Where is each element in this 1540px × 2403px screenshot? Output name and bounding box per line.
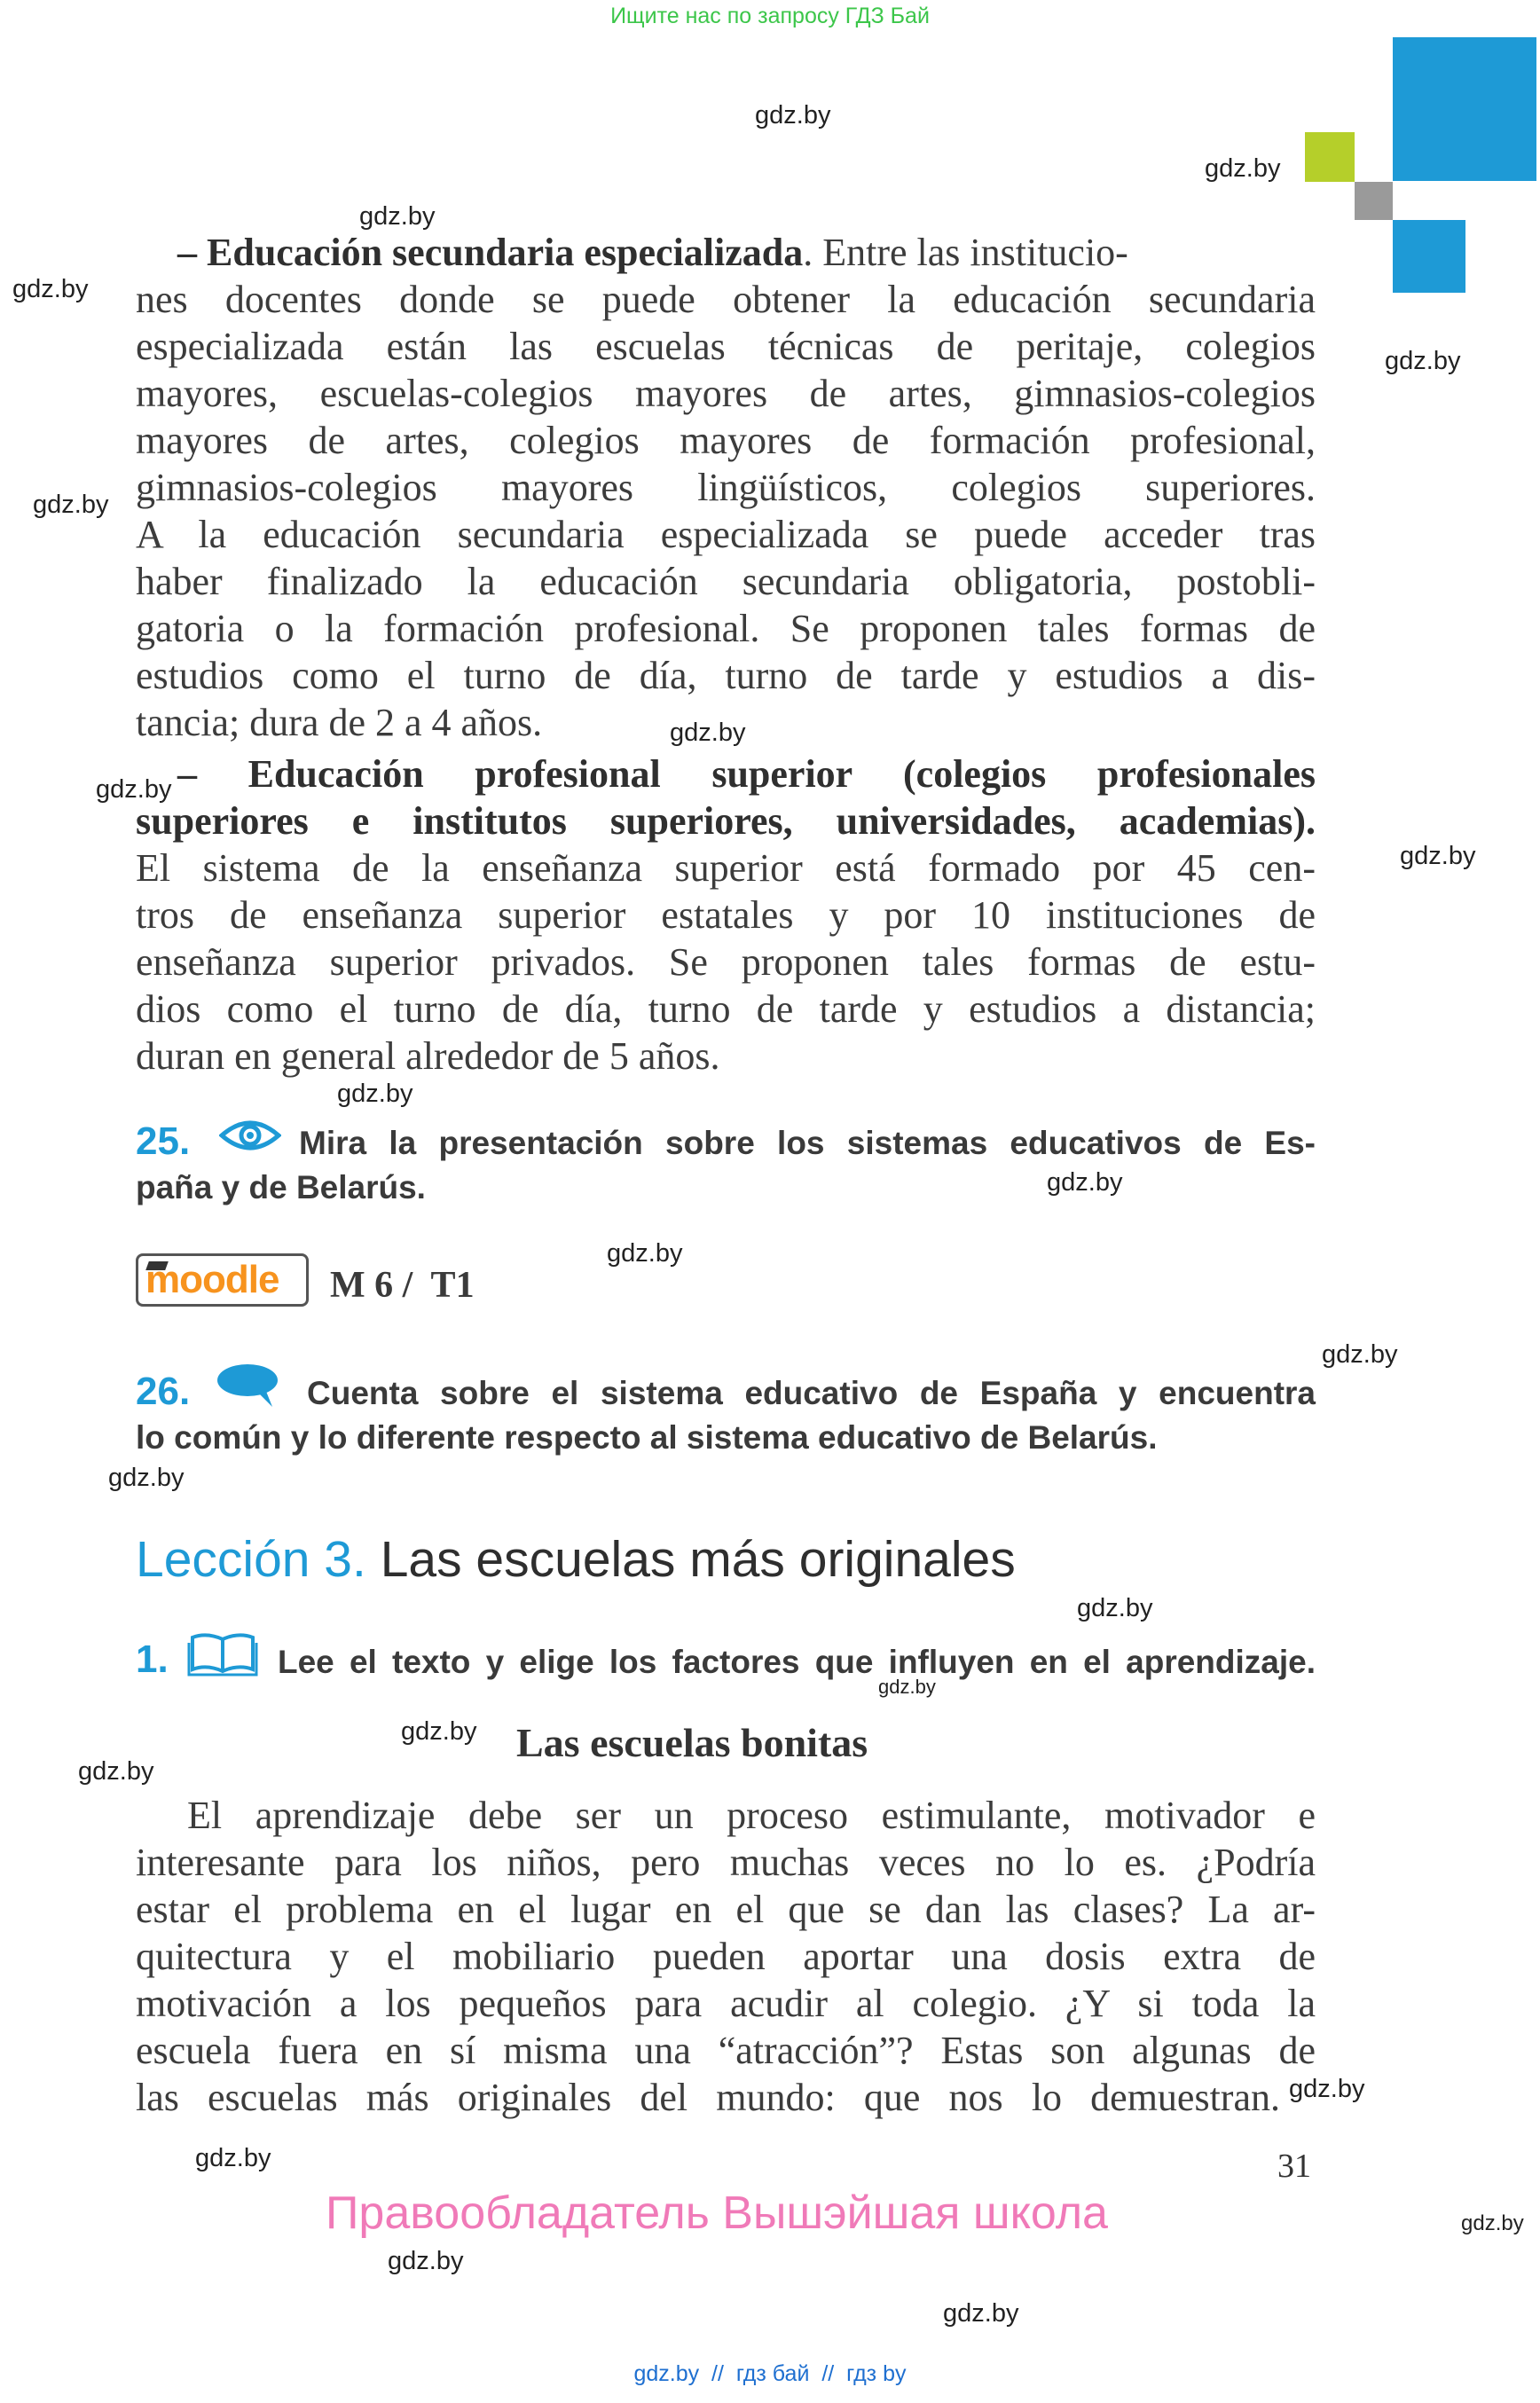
paragraph-line: gatoria o la formación profesional. Se proponen tales formas de — [136, 607, 1316, 650]
paragraph-line: nes docentes donde se puede obtener la educación secundaria — [136, 278, 1316, 321]
watermark: gdz.by — [1077, 1594, 1153, 1622]
lesson-heading — [136, 1530, 1016, 1589]
watermark: gdz.by — [96, 775, 172, 804]
watermark: gdz.by — [878, 1676, 936, 1698]
watermark: gdz.by — [1047, 1168, 1123, 1197]
moodle-code: M 6 / T1 — [330, 1265, 475, 1306]
paragraph-line: enseñanza superior privados. Se proponen tales formas de estu- — [136, 940, 1316, 984]
book-icon — [187, 1630, 258, 1677]
paragraph-line: duran en general alrededor de 5 años. — [136, 1034, 720, 1078]
paragraph-line: motivación a los pequeños para acudir al colegio. ¿Y si toda la — [136, 1982, 1316, 2025]
paragraph-line — [136, 229, 1316, 276]
paragraph-line: gimnasios-colegios mayores lingüísticos, colegios superiores. — [136, 466, 1316, 509]
speech-bubble-icon — [216, 1362, 282, 1409]
paragraph-line: tros de enseñanza superior estatales y por 10 instituciones de — [136, 893, 1316, 937]
lesson-title: Las escuelas más originales — [380, 1531, 1016, 1588]
watermark: gdz.by — [943, 2299, 1019, 2328]
exercise-number: 1. — [136, 1637, 169, 1681]
paragraph-line: mayores de artes, colegios mayores de formación profesional, — [136, 419, 1316, 462]
paragraph-line: especializada están las escuelas técnicas de peritaje, colegios — [136, 325, 1316, 368]
paragraph-line: estar el problema en el lugar en el que se dan las clases? La ar- — [136, 1888, 1316, 1931]
paragraph-line: El sistema de la enseñanza superior está formado por 45 cen- — [136, 846, 1316, 890]
exercise-instruction: Cuenta sobre el sistema educativo de España y encuentra — [307, 1375, 1316, 1411]
eye-icon — [219, 1116, 281, 1155]
paragraph-line: quitectura y el mobiliario pueden aportar una dosis extra de — [136, 1935, 1316, 1978]
watermark: gdz.by — [1322, 1340, 1398, 1369]
watermark: gdz.by — [337, 1080, 413, 1108]
watermark: gdz.by — [755, 101, 831, 130]
paragraph-line: interesante para los niños, pero muchas veces no lo es. ¿Podría — [136, 1841, 1316, 1884]
paragraph-line: escuela fuera en sí misma una “atracción”? Estas son algunas de — [136, 2029, 1316, 2072]
watermark: gdz.by — [1400, 842, 1476, 870]
exercise-instruction: lo común y lo diferente respecto al sistema educativo de Belarús. — [136, 1419, 1158, 1456]
watermark: gdz.by — [33, 491, 109, 519]
deco-square-blue-small — [1393, 220, 1465, 293]
moodle-logo-text: moodle — [145, 1258, 279, 1301]
paragraph-line: las escuelas más originales del mundo: que nos lo demuestran. — [136, 2076, 1280, 2119]
paragraph-line: estudios como el turno de día, turno de tarde y estudios a dis- — [136, 654, 1316, 697]
exercise-instruction: Mira la presentación sobre los sistemas educativos de Es- — [299, 1125, 1316, 1161]
deco-square-lime — [1305, 132, 1355, 182]
section-lead: – Educación secundaria especializada — [177, 231, 804, 274]
paragraph-line: haber finalizado la educación secundaria obligatoria, postobli- — [136, 560, 1316, 603]
paragraph-line: mayores, escuelas-colegios mayores de artes, gimnasios-colegios — [136, 372, 1316, 415]
exercise-instruction: paña y de Belarús. — [136, 1169, 426, 1205]
watermark: gdz.by — [195, 2144, 271, 2172]
watermark: gdz.by — [607, 1239, 683, 1268]
lesson-number: Lección 3. — [136, 1531, 366, 1588]
watermark: gdz.by — [401, 1717, 477, 1746]
paragraph-line: tancia; dura de 2 a 4 años. — [136, 701, 543, 744]
section-lead: superiores e institutos superiores, universidades, academias). — [136, 799, 1316, 843]
watermark: gdz.by — [670, 719, 746, 747]
watermark: gdz.by — [78, 1757, 154, 1786]
top-banner[interactable]: Ищите нас по запросу ГДЗ Бай — [610, 4, 930, 28]
watermark: gdz.by — [1385, 347, 1461, 375]
watermark: gdz.by — [1461, 2211, 1524, 2235]
reading-title: Las escuelas bonitas — [516, 1720, 868, 1765]
section-lead: – Educación profesional superior (colegios profesionales — [177, 752, 1316, 796]
paragraph-text: . Entre las institucio- — [803, 231, 1128, 274]
watermark: gdz.by — [359, 202, 436, 231]
deco-square-gray — [1355, 182, 1393, 220]
paragraph-line: dios como el turno de día, turno de tarde y estudios a distancia; — [136, 987, 1316, 1031]
paragraph-line: A la educación secundaria especializada se puede acceder tras — [136, 513, 1316, 556]
deco-square-blue-large — [1393, 37, 1536, 181]
exercise-number: 25. — [136, 1119, 191, 1163]
paragraph-line: El aprendizaje debe ser un proceso estimulante, motivador e — [187, 1794, 1316, 1837]
watermark: gdz.by — [12, 275, 89, 303]
watermark: gdz.by — [1205, 154, 1281, 183]
watermark: gdz.by — [1289, 2075, 1365, 2103]
exercise-number: 26. — [136, 1370, 191, 1413]
watermark: gdz.by — [388, 2247, 464, 2275]
exercise-instruction: Lee el texto y elige los factores que influyen en el aprendizaje. — [278, 1644, 1316, 1680]
page-number: 31 — [1277, 2148, 1311, 2185]
bottom-links[interactable]: gdz.by // гдз бай // гдз by — [633, 2361, 907, 2386]
rights-holder: Правообладатель Вышэйшая школа — [326, 2187, 1108, 2239]
watermark: gdz.by — [108, 1464, 185, 1492]
moodle-logo[interactable] — [136, 1253, 309, 1307]
